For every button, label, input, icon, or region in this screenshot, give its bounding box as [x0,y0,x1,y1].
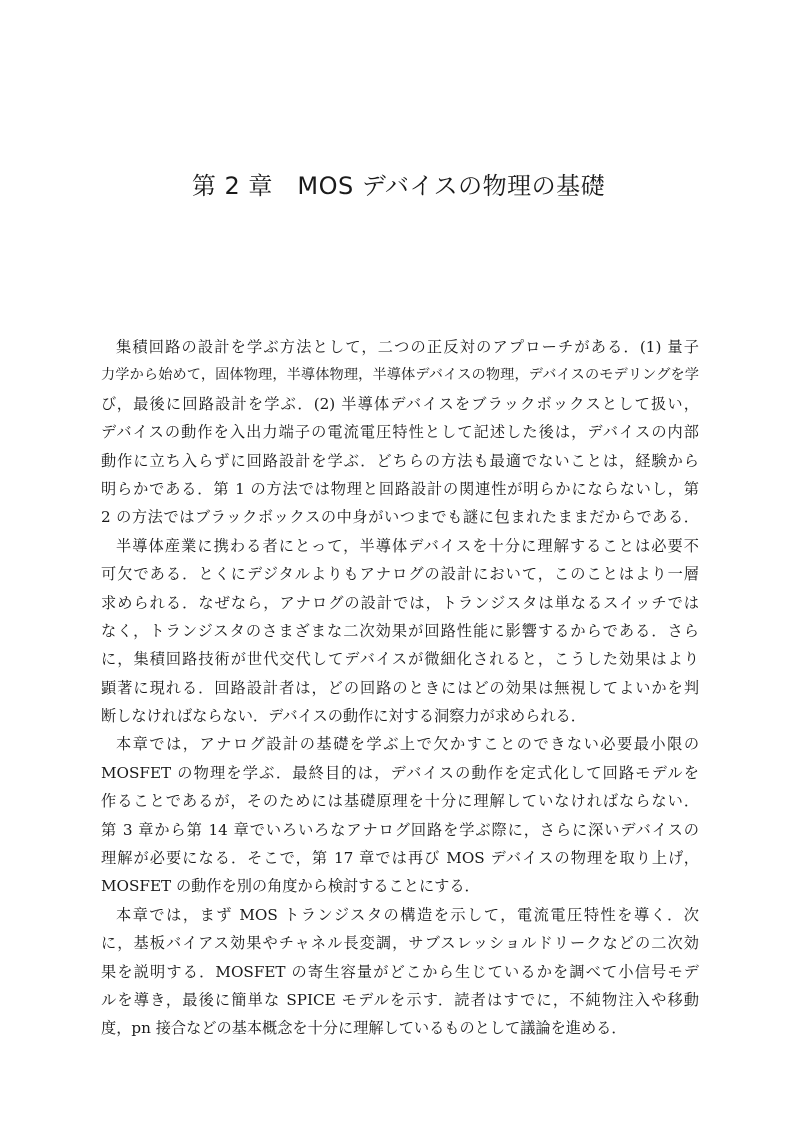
paragraph-2 [101,532,699,731]
paragraph-3 [101,730,699,900]
text-line: 半導体産業に携わる者にとって，半導体デバイスを十分に理解することは必要不 [116,536,699,555]
text-line: デバイスの動作を入出力端子の電流電圧特性として記述した後は，デバイスの内部 [101,423,699,442]
text-line: に，基板バイアス効果やチャネル長変調，サブスレッショルドリークなどの二次効 [101,934,699,953]
text-line: 作ることであるが，そのためには基礎原理を十分に理解していなければならない． [101,792,699,811]
text-line: に，集積回路技術が世代交代してデバイスが微細化されると，こうした効果はより [101,650,699,669]
text-line: 断しなければならない．デバイスの動作に対する洞察力が求められる． [101,707,586,726]
paragraph-1 [101,333,699,532]
text-line: 明らかである．第 1 の方法では物理と回路設計の関連性が明らかにならないし，第 [101,479,699,498]
text-line: ルを導き，最後に簡単な SPICE モデルを示す．読者はすでに，不純物注入や移動 [101,990,699,1009]
text-line: 集積回路の設計を学ぶ方法として，二つの正反対のアプローチがある．(1) 量子 [116,338,699,356]
body-text [101,333,699,1043]
text-line: 2 の方法ではブラックボックスの中身がいつまでも謎に包まれたままだからである． [101,508,699,527]
text-line: 顕著に現れる．回路設計者は，どの回路のときにはどの効果は無視してよいかを判 [101,678,699,697]
text-line: 理解が必要になる．そこで，第 17 章では再び MOS デバイスの物理を取り上げ， [101,849,699,868]
text-line: 本章では，まず MOS トランジスタの構造を示して，電流電圧特性を導く．次 [116,905,699,924]
text-line: なく，トランジスタのさまざまな二次効果が回路性能に影響するからである．さら [101,621,699,640]
text-line: 本章では，アナログ設計の基礎を学ぶ上で欠かすことのできない必要最小限の [116,735,699,754]
text-line: 求められる．なぜなら，アナログの設計では，トランジスタは単なるスイッチでは [101,593,699,612]
text-line: MOSFET の動作を別の角度から検討することにする． [101,877,480,896]
chapter-title: 第 2 章 MOS デバイスの物理の基礎 [191,172,606,200]
text-line: 果を説明する．MOSFET の寄生容量がどこから生じているかを調べて小信号モデ [101,962,699,981]
text-line: 可欠である．とくにデジタルよりもアナログの設計において，このことはより一層 [101,565,699,584]
text-line: 度，pn 接合などの基本概念を十分に理解しているものとして議論を進める． [101,1019,627,1038]
text-line: び，最後に回路設計を学ぶ．(2) 半導体デバイスをブラックボックスとして扱い， [101,394,699,413]
text-line: MOSFET の物理を学ぶ．最終目的は，デバイスの動作を定式化して回路モデルを [101,763,699,782]
text-line: 第 3 章から第 14 章でいろいろなアナログ回路を学ぶ際に，さらに深いデバイスの [101,820,699,839]
paragraph-4 [101,901,699,1043]
text-line: 力学から始めて，固体物理，半導体物理，半導体デバイスの物理，デバイスのモデリングを学 [101,367,699,384]
text-line: 動作に立ち入らずに回路設計を学ぶ．どちらの方法も最適でないことは，経験から [101,451,699,470]
